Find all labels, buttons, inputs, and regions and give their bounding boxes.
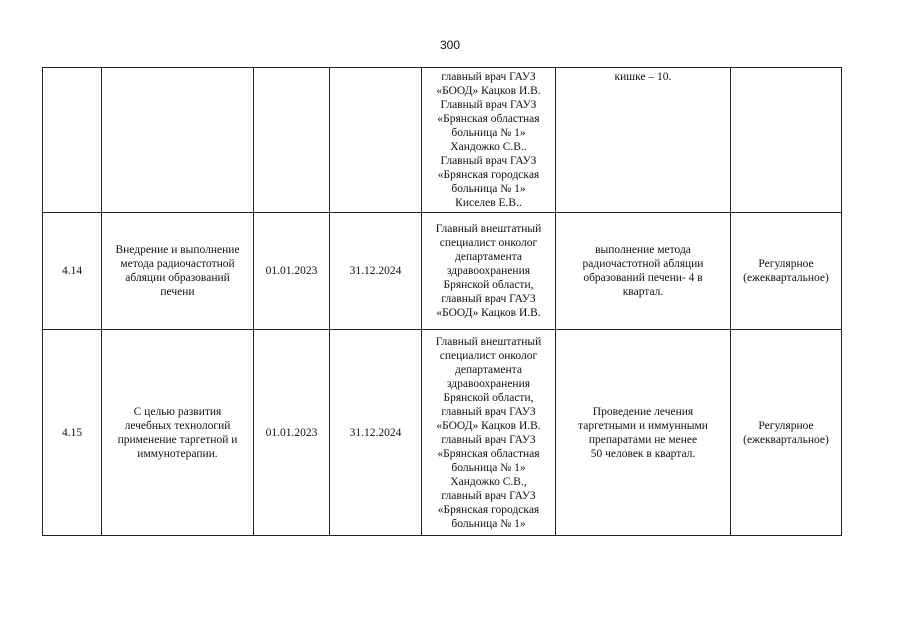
cell-line: «БООД» Кацков И.В.	[436, 85, 541, 97]
cell-line: «БООД» Кацков И.В.	[436, 419, 541, 432]
cell-line: Брянской области,	[443, 391, 534, 404]
cell-line: кишке – 10.	[614, 71, 672, 83]
cell-line: квартал.	[622, 286, 664, 298]
cell-start-date: 01.01.2023	[254, 213, 330, 330]
cell-line: специалист онколог	[439, 237, 538, 249]
cell-result	[556, 330, 731, 536]
cell-line: иммунотерапии.	[137, 447, 218, 460]
cell-periodicity	[731, 330, 842, 536]
cell-end-date: 31.12.2024	[330, 330, 422, 536]
cell-activity	[102, 330, 254, 536]
cell-line: лечебных технологий	[124, 419, 231, 432]
cell-line: здравоохранения	[446, 265, 531, 277]
cell-line: применение таргетной и	[117, 433, 238, 446]
cell-line: Регулярное	[758, 258, 814, 270]
cell-line: С целью развития	[133, 405, 222, 418]
cell-line: таргетными и иммунными	[578, 419, 708, 432]
cell-line: департамента	[455, 363, 522, 376]
cell-line: главный врач ГАУЗ	[441, 433, 536, 446]
cell-line: «БООД» Кацков И.В.	[436, 307, 541, 319]
table-row	[43, 68, 842, 213]
page-number: 300	[439, 38, 461, 52]
cell-line: «Брянская городская	[437, 169, 540, 181]
cell-line: Проведение лечения	[592, 405, 694, 418]
cell-responsible	[422, 213, 556, 330]
cell-line: 50 человек в квартал.	[590, 447, 696, 460]
cell-line: Хандожко С.В..	[450, 141, 527, 153]
cell-line: Главный врач ГАУЗ	[440, 99, 537, 111]
cell-end-date	[330, 68, 422, 213]
cell-line: образований печени- 4 в	[583, 272, 703, 284]
cell-line: радиочастотной абляции	[582, 258, 704, 270]
cell-number: 4.15	[43, 330, 102, 536]
cell-line: специалист онколог	[439, 349, 538, 362]
cell-line: Главный внештатный	[435, 223, 542, 235]
cell-line: главный врач ГАУЗ	[441, 293, 536, 305]
cell-responsible	[422, 330, 556, 536]
cell-result	[556, 68, 731, 213]
cell-activity	[102, 213, 254, 330]
cell-line: абляции образований	[125, 272, 230, 284]
cell-number: 4.14	[43, 213, 102, 330]
cell-line: «Брянская городская	[437, 503, 540, 516]
cell-line: главный врач ГАУЗ	[441, 71, 536, 83]
cell-line: больница № 1»	[451, 183, 526, 195]
cell-line: выполнение метода	[595, 244, 691, 256]
cell-line: Хандожко С.В.,	[450, 475, 527, 488]
cell-line: Брянской области,	[443, 279, 534, 291]
cell-line: Главный внештатный	[435, 335, 542, 348]
cell-line: больница № 1»	[451, 461, 526, 474]
cell-line: здравоохранения	[446, 377, 531, 390]
cell-line: печени	[160, 286, 195, 298]
table-row	[43, 330, 842, 536]
cell-line: (ежеквартальное)	[743, 272, 829, 284]
cell-line: Внедрение и выполнение	[115, 244, 240, 256]
cell-line: Киселев Е.В..	[455, 197, 522, 209]
cell-line: главный врач ГАУЗ	[441, 489, 536, 502]
cell-start-date: 01.01.2023	[254, 330, 330, 536]
cell-line: больница № 1»	[451, 127, 526, 139]
cell-line: «Брянская областная	[437, 447, 540, 460]
cell-line: Главный врач ГАУЗ	[440, 155, 537, 167]
cell-line: (ежеквартальное)	[743, 433, 829, 446]
cell-start-date	[254, 68, 330, 213]
cell-activity	[102, 68, 254, 213]
table-row	[43, 213, 842, 330]
cell-end-date: 31.12.2024	[330, 213, 422, 330]
cell-line: «Брянская областная	[437, 113, 540, 125]
cell-line: департамента	[455, 251, 522, 263]
plan-table	[42, 67, 842, 536]
cell-periodicity	[731, 213, 842, 330]
cell-line: метода радиочастотной	[120, 258, 235, 270]
cell-line: главный врач ГАУЗ	[441, 405, 536, 418]
cell-result	[556, 213, 731, 330]
cell-line: препаратами не менее	[588, 433, 698, 446]
cell-line: больница № 1»	[451, 517, 526, 530]
cell-line: Регулярное	[758, 419, 814, 432]
cell-responsible	[422, 68, 556, 213]
cell-periodicity	[731, 68, 842, 213]
cell-number	[43, 68, 102, 213]
